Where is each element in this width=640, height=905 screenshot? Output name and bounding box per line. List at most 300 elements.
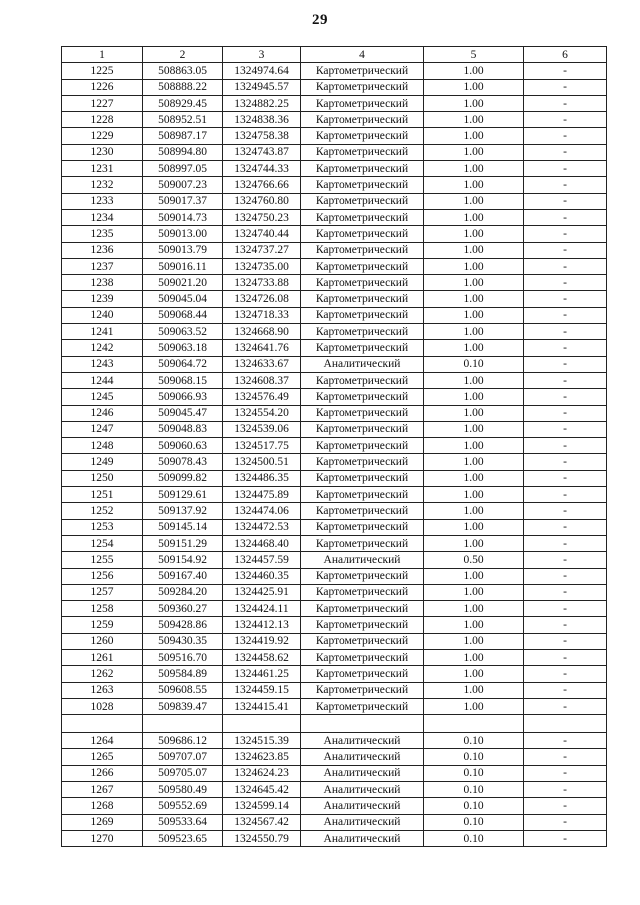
method-cell: Картометрический [301, 242, 424, 258]
point-number-cell: 1258 [62, 601, 143, 617]
y-coordinate-cell: 1324838.36 [223, 112, 301, 128]
y-coordinate-cell: 1324668.90 [223, 324, 301, 340]
point-number-cell: 1234 [62, 209, 143, 225]
method-cell: Картометрический [301, 487, 424, 503]
point-number-cell: 1268 [62, 798, 143, 814]
method-cell: Аналитический [301, 552, 424, 568]
table-row [62, 405, 607, 421]
method-cell: Картометрический [301, 454, 424, 470]
table-row [62, 161, 607, 177]
x-coordinate-cell: 509013.00 [143, 226, 223, 242]
accuracy-cell: 1.00 [424, 503, 524, 519]
table-row [62, 830, 607, 846]
x-coordinate-cell: 509045.04 [143, 291, 223, 307]
table-row [62, 193, 607, 209]
y-coordinate-cell: 1324500.51 [223, 454, 301, 470]
y-coordinate-cell: 1324472.53 [223, 519, 301, 535]
point-number-cell: 1245 [62, 389, 143, 405]
y-coordinate-cell: 1324458.62 [223, 649, 301, 665]
header-cell-y: 3 [223, 47, 301, 63]
x-coordinate-cell: 508929.45 [143, 95, 223, 111]
method-cell: Картометрический [301, 340, 424, 356]
point-number-cell: 1244 [62, 372, 143, 388]
accuracy-cell: 1.00 [424, 112, 524, 128]
accuracy-cell: 1.00 [424, 324, 524, 340]
y-coordinate-cell: 1324633.67 [223, 356, 301, 372]
accuracy-cell: 1.00 [424, 144, 524, 160]
x-coordinate-cell: 509839.47 [143, 698, 223, 714]
method-cell: Картометрический [301, 209, 424, 225]
table-row [62, 698, 607, 714]
table-row [62, 177, 607, 193]
accuracy-cell: 0.10 [424, 798, 524, 814]
table-row [62, 356, 607, 372]
description-cell: - [524, 535, 607, 551]
description-cell: - [524, 63, 607, 79]
description-cell: - [524, 438, 607, 454]
accuracy-cell: 1.00 [424, 666, 524, 682]
accuracy-cell: 0.10 [424, 814, 524, 830]
y-coordinate-cell: 1324760.80 [223, 193, 301, 209]
table-row [62, 470, 607, 486]
point-number-cell: 1254 [62, 535, 143, 551]
description-cell: - [524, 682, 607, 698]
point-number-cell: 1269 [62, 814, 143, 830]
method-cell: Картометрический [301, 226, 424, 242]
y-coordinate-cell: 1324726.08 [223, 291, 301, 307]
table-row [62, 487, 607, 503]
method-cell: Аналитический [301, 814, 424, 830]
point-number-cell: 1242 [62, 340, 143, 356]
header-row [62, 47, 607, 63]
x-coordinate-cell: 508987.17 [143, 128, 223, 144]
description-cell: - [524, 128, 607, 144]
x-coordinate-cell: 509063.18 [143, 340, 223, 356]
method-cell: Картометрический [301, 682, 424, 698]
description-cell: - [524, 568, 607, 584]
x-coordinate-cell: 509167.40 [143, 568, 223, 584]
description-cell: - [524, 749, 607, 765]
accuracy-cell: 1.00 [424, 275, 524, 291]
accuracy-cell: 1.00 [424, 193, 524, 209]
x-coordinate-cell: 509533.64 [143, 814, 223, 830]
description-cell: - [524, 487, 607, 503]
method-cell: Картометрический [301, 177, 424, 193]
method-cell: Аналитический [301, 798, 424, 814]
x-coordinate-cell: 509099.82 [143, 470, 223, 486]
description-cell: - [524, 112, 607, 128]
accuracy-cell: 1.00 [424, 340, 524, 356]
accuracy-cell: 1.00 [424, 535, 524, 551]
y-coordinate-cell: 1324412.13 [223, 617, 301, 633]
point-number-cell: 1265 [62, 749, 143, 765]
description-cell: - [524, 291, 607, 307]
y-coordinate-cell [223, 715, 301, 733]
y-coordinate-cell: 1324515.39 [223, 733, 301, 749]
description-cell: - [524, 275, 607, 291]
table-row [62, 421, 607, 437]
method-cell: Аналитический [301, 749, 424, 765]
x-coordinate-cell: 509428.86 [143, 617, 223, 633]
y-coordinate-cell: 1324425.91 [223, 584, 301, 600]
x-coordinate-cell: 509017.37 [143, 193, 223, 209]
accuracy-cell: 0.10 [424, 782, 524, 798]
description-cell: - [524, 258, 607, 274]
method-cell: Картометрический [301, 258, 424, 274]
method-cell: Картометрический [301, 535, 424, 551]
method-cell: Картометрический [301, 405, 424, 421]
accuracy-cell: 1.00 [424, 470, 524, 486]
table-row [62, 814, 607, 830]
description-cell: - [524, 470, 607, 486]
table-row [62, 340, 607, 356]
header-cell-point-number: 1 [62, 47, 143, 63]
point-number-cell: 1248 [62, 438, 143, 454]
point-number-cell: 1247 [62, 421, 143, 437]
x-coordinate-cell: 509137.92 [143, 503, 223, 519]
description-cell: - [524, 324, 607, 340]
x-coordinate-cell: 509068.15 [143, 372, 223, 388]
y-coordinate-cell: 1324599.14 [223, 798, 301, 814]
y-coordinate-cell: 1324460.35 [223, 568, 301, 584]
y-coordinate-cell: 1324750.23 [223, 209, 301, 225]
x-coordinate-cell: 508863.05 [143, 63, 223, 79]
method-cell: Картометрический [301, 128, 424, 144]
x-coordinate-cell: 509021.20 [143, 275, 223, 291]
point-number-cell: 1233 [62, 193, 143, 209]
x-coordinate-cell: 509016.11 [143, 258, 223, 274]
point-number-cell: 1261 [62, 649, 143, 665]
table-row [62, 112, 607, 128]
point-number-cell: 1246 [62, 405, 143, 421]
method-cell: Картометрический [301, 698, 424, 714]
accuracy-cell: 1.00 [424, 519, 524, 535]
accuracy-cell: 1.00 [424, 372, 524, 388]
accuracy-cell: 0.10 [424, 749, 524, 765]
description-cell: - [524, 814, 607, 830]
point-number-cell: 1266 [62, 765, 143, 781]
point-number-cell: 1253 [62, 519, 143, 535]
table-row [62, 552, 607, 568]
method-cell [301, 715, 424, 733]
accuracy-cell: 1.00 [424, 617, 524, 633]
y-coordinate-cell: 1324419.92 [223, 633, 301, 649]
x-coordinate-cell: 509516.70 [143, 649, 223, 665]
x-coordinate-cell: 509608.55 [143, 682, 223, 698]
accuracy-cell: 1.00 [424, 698, 524, 714]
point-number-cell: 1260 [62, 633, 143, 649]
method-cell: Картометрический [301, 470, 424, 486]
point-number-cell: 1262 [62, 666, 143, 682]
accuracy-cell: 0.10 [424, 830, 524, 846]
accuracy-cell: 1.00 [424, 438, 524, 454]
table-row [62, 798, 607, 814]
method-cell: Картометрический [301, 503, 424, 519]
header-cell-method: 4 [301, 47, 424, 63]
table-row [62, 584, 607, 600]
description-cell: - [524, 209, 607, 225]
accuracy-cell: 0.10 [424, 765, 524, 781]
y-coordinate-cell: 1324645.42 [223, 782, 301, 798]
point-number-cell: 1230 [62, 144, 143, 160]
table-row [62, 715, 607, 733]
table-row [62, 601, 607, 617]
y-coordinate-cell: 1324945.57 [223, 79, 301, 95]
x-coordinate-cell: 509013.79 [143, 242, 223, 258]
y-coordinate-cell: 1324974.64 [223, 63, 301, 79]
x-coordinate-cell: 509066.93 [143, 389, 223, 405]
y-coordinate-cell: 1324740.44 [223, 226, 301, 242]
point-number-cell: 1240 [62, 307, 143, 323]
method-cell: Картометрический [301, 324, 424, 340]
point-number-cell: 1225 [62, 63, 143, 79]
y-coordinate-cell: 1324733.88 [223, 275, 301, 291]
description-cell: - [524, 454, 607, 470]
description-cell: - [524, 95, 607, 111]
x-coordinate-cell: 508888.22 [143, 79, 223, 95]
x-coordinate-cell: 509129.61 [143, 487, 223, 503]
table-row [62, 79, 607, 95]
method-cell: Картометрический [301, 95, 424, 111]
table-row [62, 568, 607, 584]
point-number-cell: 1267 [62, 782, 143, 798]
description-cell: - [524, 584, 607, 600]
y-coordinate-cell: 1324623.85 [223, 749, 301, 765]
y-coordinate-cell: 1324459.15 [223, 682, 301, 698]
x-coordinate-cell: 509430.35 [143, 633, 223, 649]
point-number-cell: 1228 [62, 112, 143, 128]
description-cell: - [524, 79, 607, 95]
accuracy-cell: 1.00 [424, 307, 524, 323]
accuracy-cell: 0.10 [424, 356, 524, 372]
y-coordinate-cell: 1324554.20 [223, 405, 301, 421]
x-coordinate-cell: 509014.73 [143, 209, 223, 225]
accuracy-cell: 1.00 [424, 161, 524, 177]
accuracy-cell: 1.00 [424, 487, 524, 503]
accuracy-cell: 1.00 [424, 291, 524, 307]
description-cell: - [524, 177, 607, 193]
description-cell: - [524, 519, 607, 535]
x-coordinate-cell: 509584.89 [143, 666, 223, 682]
point-number-cell: 1255 [62, 552, 143, 568]
point-number-cell: 1259 [62, 617, 143, 633]
y-coordinate-cell: 1324457.59 [223, 552, 301, 568]
coordinates-table [61, 46, 607, 847]
method-cell: Картометрический [301, 389, 424, 405]
description-cell: - [524, 372, 607, 388]
x-coordinate-cell: 509580.49 [143, 782, 223, 798]
y-coordinate-cell: 1324735.00 [223, 258, 301, 274]
method-cell: Картометрический [301, 584, 424, 600]
accuracy-cell: 1.00 [424, 226, 524, 242]
method-cell: Картометрический [301, 519, 424, 535]
method-cell: Картометрический [301, 601, 424, 617]
accuracy-cell: 1.00 [424, 682, 524, 698]
point-number-cell: 1235 [62, 226, 143, 242]
y-coordinate-cell: 1324468.40 [223, 535, 301, 551]
method-cell: Аналитический [301, 830, 424, 846]
accuracy-cell: 1.00 [424, 63, 524, 79]
point-number-cell: 1250 [62, 470, 143, 486]
y-coordinate-cell: 1324550.79 [223, 830, 301, 846]
table-row [62, 372, 607, 388]
description-cell: - [524, 193, 607, 209]
description-cell: - [524, 617, 607, 633]
description-cell: - [524, 405, 607, 421]
method-cell: Аналитический [301, 356, 424, 372]
method-cell: Картометрический [301, 372, 424, 388]
method-cell: Картометрический [301, 438, 424, 454]
method-cell: Картометрический [301, 307, 424, 323]
table-row [62, 454, 607, 470]
method-cell: Аналитический [301, 782, 424, 798]
y-coordinate-cell: 1324424.11 [223, 601, 301, 617]
x-coordinate-cell: 509060.63 [143, 438, 223, 454]
y-coordinate-cell: 1324567.42 [223, 814, 301, 830]
description-cell: - [524, 307, 607, 323]
y-coordinate-cell: 1324624.23 [223, 765, 301, 781]
y-coordinate-cell: 1324539.06 [223, 421, 301, 437]
method-cell: Картометрический [301, 649, 424, 665]
x-coordinate-cell: 508997.05 [143, 161, 223, 177]
point-number-cell: 1249 [62, 454, 143, 470]
description-cell: - [524, 503, 607, 519]
table-row [62, 63, 607, 79]
y-coordinate-cell: 1324882.25 [223, 95, 301, 111]
y-coordinate-cell: 1324461.25 [223, 666, 301, 682]
y-coordinate-cell: 1324743.87 [223, 144, 301, 160]
y-coordinate-cell: 1324576.49 [223, 389, 301, 405]
description-cell: - [524, 601, 607, 617]
x-coordinate-cell: 509284.20 [143, 584, 223, 600]
description-cell: - [524, 649, 607, 665]
table-row [62, 144, 607, 160]
x-coordinate-cell: 509154.92 [143, 552, 223, 568]
accuracy-cell: 1.00 [424, 601, 524, 617]
accuracy-cell: 1.00 [424, 649, 524, 665]
point-number-cell: 1028 [62, 698, 143, 714]
x-coordinate-cell: 509145.14 [143, 519, 223, 535]
description-cell: - [524, 161, 607, 177]
header-cell-description: 6 [524, 47, 607, 63]
page-number: 29 [312, 12, 328, 28]
y-coordinate-cell: 1324758.38 [223, 128, 301, 144]
method-cell: Картометрический [301, 63, 424, 79]
x-coordinate-cell: 509523.65 [143, 830, 223, 846]
description-cell: - [524, 765, 607, 781]
point-number-cell: 1229 [62, 128, 143, 144]
table-row [62, 242, 607, 258]
method-cell: Картометрический [301, 291, 424, 307]
y-coordinate-cell: 1324415.41 [223, 698, 301, 714]
table-row [62, 749, 607, 765]
description-cell: - [524, 830, 607, 846]
table-row [62, 733, 607, 749]
point-number-cell: 1257 [62, 584, 143, 600]
x-coordinate-cell: 509686.12 [143, 733, 223, 749]
description-cell: - [524, 226, 607, 242]
x-coordinate-cell: 509360.27 [143, 601, 223, 617]
table-row [62, 209, 607, 225]
description-cell: - [524, 421, 607, 437]
x-coordinate-cell: 509705.07 [143, 765, 223, 781]
point-number-cell: 1270 [62, 830, 143, 846]
x-coordinate-cell: 509151.29 [143, 535, 223, 551]
y-coordinate-cell: 1324766.66 [223, 177, 301, 193]
method-cell: Картометрический [301, 79, 424, 95]
table-row [62, 324, 607, 340]
point-number-cell: 1243 [62, 356, 143, 372]
description-cell: - [524, 356, 607, 372]
description-cell: - [524, 144, 607, 160]
description-cell: - [524, 782, 607, 798]
point-number-cell: 1251 [62, 487, 143, 503]
x-coordinate-cell: 509063.52 [143, 324, 223, 340]
table-row [62, 307, 607, 323]
description-cell: - [524, 666, 607, 682]
table-row [62, 438, 607, 454]
point-number-cell: 1252 [62, 503, 143, 519]
x-coordinate-cell: 509045.47 [143, 405, 223, 421]
point-number-cell: 1237 [62, 258, 143, 274]
accuracy-cell: 1.00 [424, 95, 524, 111]
point-number-cell: 1238 [62, 275, 143, 291]
accuracy-cell [424, 715, 524, 733]
x-coordinate-cell [143, 715, 223, 733]
accuracy-cell: 1.00 [424, 389, 524, 405]
table-row [62, 649, 607, 665]
table-row [62, 682, 607, 698]
table-row [62, 617, 607, 633]
accuracy-cell: 1.00 [424, 79, 524, 95]
method-cell: Картометрический [301, 275, 424, 291]
accuracy-cell: 1.00 [424, 128, 524, 144]
method-cell: Картометрический [301, 112, 424, 128]
point-number-cell: 1236 [62, 242, 143, 258]
point-number-cell: 1231 [62, 161, 143, 177]
x-coordinate-cell: 509078.43 [143, 454, 223, 470]
accuracy-cell: 1.00 [424, 209, 524, 225]
y-coordinate-cell: 1324641.76 [223, 340, 301, 356]
table-row [62, 519, 607, 535]
accuracy-cell: 1.00 [424, 405, 524, 421]
x-coordinate-cell: 509068.44 [143, 307, 223, 323]
description-cell: - [524, 633, 607, 649]
description-cell: - [524, 798, 607, 814]
point-number-cell: 1264 [62, 733, 143, 749]
table-row [62, 535, 607, 551]
point-number-cell [62, 715, 143, 733]
y-coordinate-cell: 1324474.06 [223, 503, 301, 519]
x-coordinate-cell: 509552.69 [143, 798, 223, 814]
point-number-cell: 1226 [62, 79, 143, 95]
table-body [62, 63, 607, 847]
description-cell: - [524, 340, 607, 356]
x-coordinate-cell: 509048.83 [143, 421, 223, 437]
accuracy-cell: 1.00 [424, 177, 524, 193]
accuracy-cell: 1.00 [424, 584, 524, 600]
point-number-cell: 1241 [62, 324, 143, 340]
table-row [62, 633, 607, 649]
x-coordinate-cell: 508952.51 [143, 112, 223, 128]
table-row [62, 275, 607, 291]
x-coordinate-cell: 509707.07 [143, 749, 223, 765]
description-cell: - [524, 733, 607, 749]
description-cell [524, 715, 607, 733]
y-coordinate-cell: 1324486.35 [223, 470, 301, 486]
method-cell: Картометрический [301, 633, 424, 649]
method-cell: Аналитический [301, 733, 424, 749]
